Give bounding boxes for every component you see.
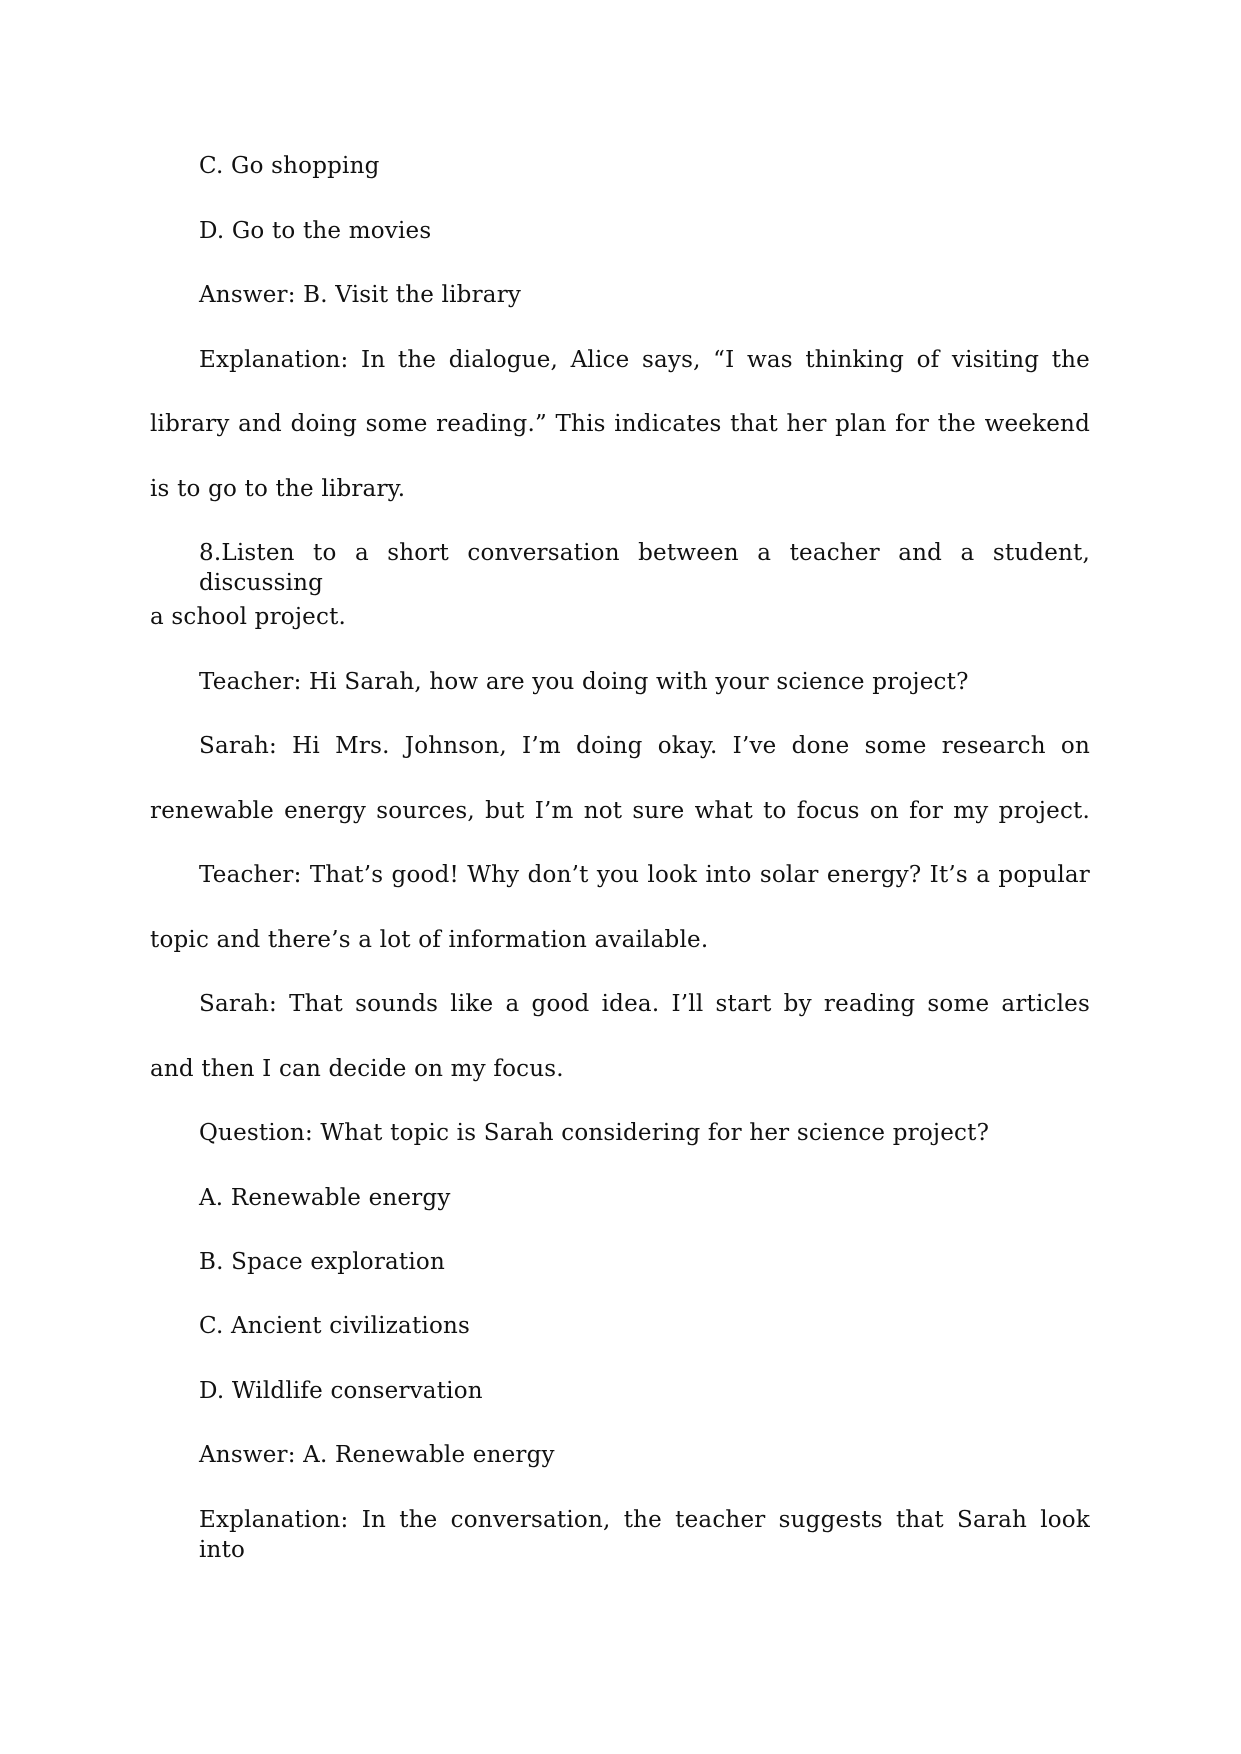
dialogue-line: Teacher: Hi Sarah, how are you doing with your science project? [199, 669, 969, 695]
question-heading-line-1: 8.Listen to a short conversation between a teacher and a student, discussing [199, 540, 1090, 596]
answer-line: Answer: A. Renewable energy [199, 1442, 555, 1468]
explanation-line-2: library and doing some reading.” This indicates that her plan for the weekend [150, 411, 1090, 437]
option-d-line: D. Go to the movies [199, 218, 432, 244]
option-b-line: B. Space exploration [199, 1249, 445, 1275]
answer-line: Answer: B. Visit the library [199, 282, 522, 308]
dialogue-line: topic and there’s a lot of information available. [150, 927, 709, 953]
option-d-line: D. Wildlife conservation [199, 1378, 483, 1404]
option-c-line: C. Ancient civilizations [199, 1313, 471, 1339]
question-heading-line-2: a school project. [150, 604, 347, 630]
dialogue-line: Sarah: That sounds like a good idea. I’ll start by reading some articles [199, 991, 1090, 1017]
dialogue-line: Sarah: Hi Mrs. Johnson, I’m doing okay. I’ve done some research on [199, 733, 1090, 759]
dialogue-line: renewable energy sources, but I’m not sure what to focus on for my project. [150, 798, 1090, 824]
dialogue-line: and then I can decide on my focus. [150, 1056, 564, 1082]
option-c-line: C. Go shopping [199, 153, 380, 179]
explanation-line-1: Explanation: In the conversation, the teacher suggests that Sarah look into [199, 1507, 1090, 1563]
option-a-line: A. Renewable energy [199, 1185, 451, 1211]
explanation-line-3: is to go to the library. [150, 476, 406, 502]
question-line: Question: What topic is Sarah considering for her science project? [199, 1120, 990, 1146]
dialogue-line: Teacher: That’s good! Why don’t you look into solar energy? It’s a popular [199, 862, 1090, 888]
explanation-line-1: Explanation: In the dialogue, Alice says, “I was thinking of visiting the [199, 347, 1090, 373]
